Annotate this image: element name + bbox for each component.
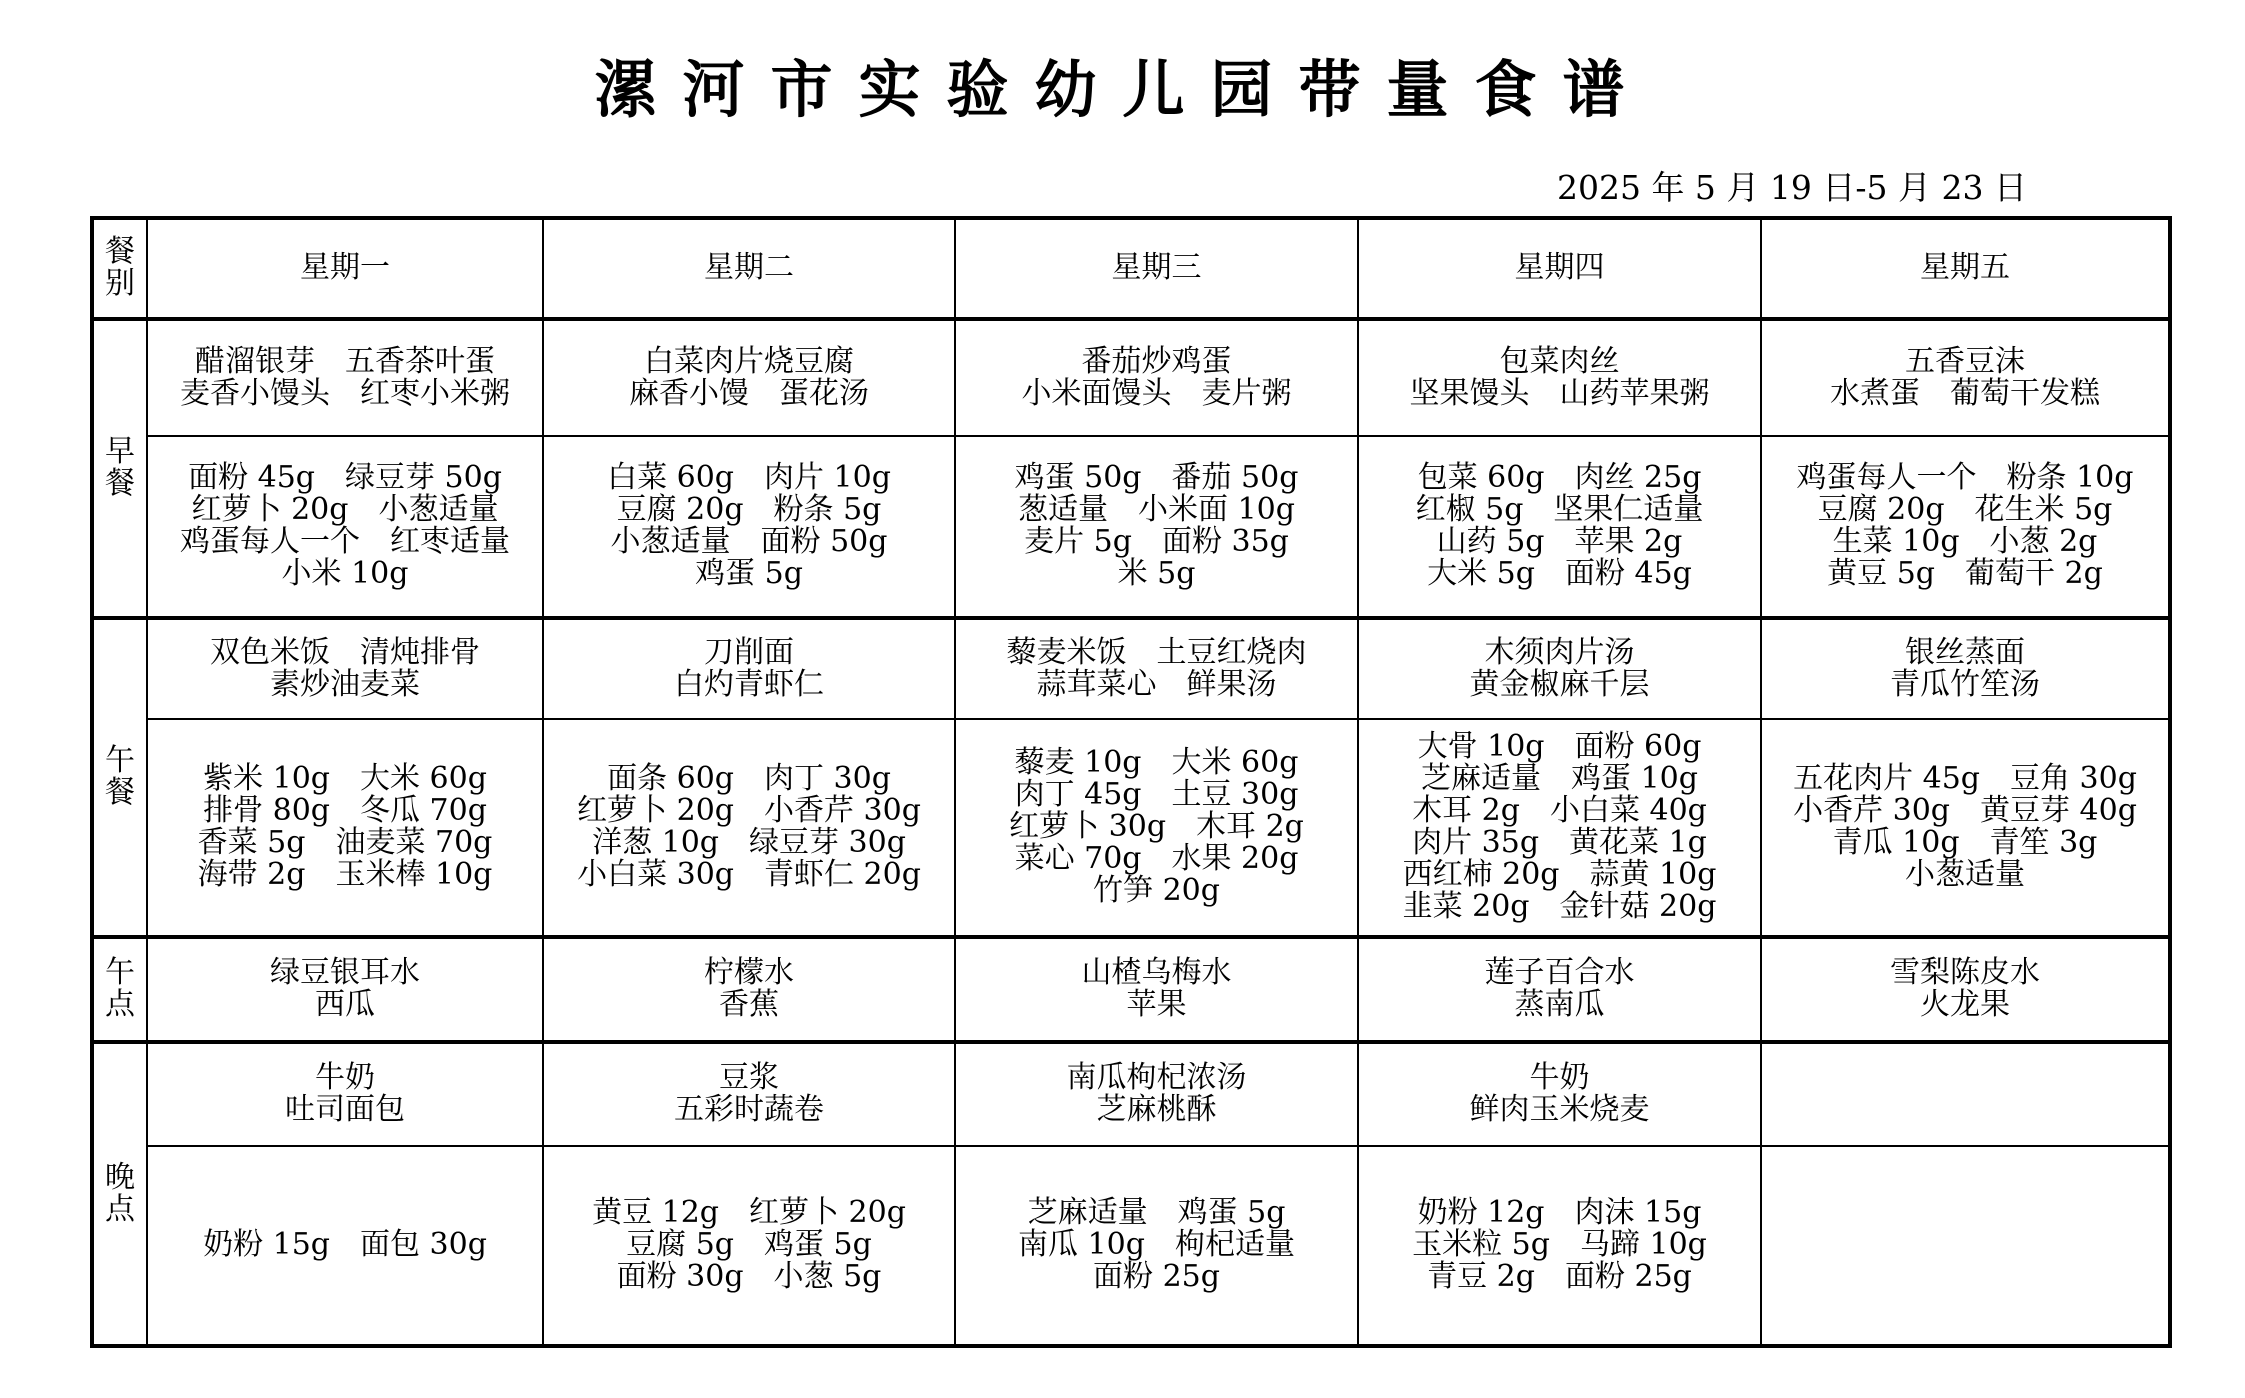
cell-line: 芝麻适量 鸡蛋 10g bbox=[1421, 761, 1698, 797]
cell-line: 西瓜 bbox=[315, 987, 375, 1023]
cell-line: 红萝卜 30g 木耳 2g bbox=[1009, 809, 1304, 845]
cell-line: 大骨 10g 面粉 60g bbox=[1417, 729, 1702, 765]
breakfast-ingredients-cell bbox=[1358, 436, 1761, 618]
cell-line: 包菜 60g 肉丝 25g bbox=[1417, 460, 1702, 496]
cell-line: 青瓜竹笙汤 bbox=[1890, 666, 2040, 702]
cell-line: 白菜肉片烧豆腐 bbox=[644, 343, 854, 379]
cell-line: 面粉 30g 小葱 5g bbox=[616, 1259, 882, 1295]
cell-line: 米 5g bbox=[1117, 556, 1196, 592]
evening-snack-ingredients-row bbox=[92, 1146, 2170, 1346]
cell-line: 黄金椒麻千层 bbox=[1469, 666, 1650, 702]
evening-snack-dishes-row bbox=[92, 1042, 2170, 1146]
cell-line: 黄豆 5g 葡萄干 2g bbox=[1827, 556, 2103, 592]
cell-line: 南瓜 10g 枸杞适量 bbox=[1018, 1227, 1295, 1263]
cell-line: 豆腐 5g 鸡蛋 5g bbox=[626, 1227, 872, 1263]
cell-line: 香蕉 bbox=[719, 987, 779, 1023]
lunch-dishes-cell bbox=[1358, 618, 1761, 719]
page-title: 漯河市实验幼儿园带量食谱 bbox=[594, 53, 1651, 126]
lunch-ingredients-cell bbox=[147, 719, 543, 938]
meal-label-char: 午 bbox=[105, 743, 135, 779]
evening-snack-ingredients-cell bbox=[147, 1146, 543, 1346]
cell-line: 豆腐 20g 粉条 5g bbox=[616, 492, 882, 528]
cell-line: 奶粉 15g 面包 30g bbox=[203, 1227, 487, 1263]
lunch-dishes-cell bbox=[543, 618, 955, 719]
cell-line: 白菜 60g 肉片 10g bbox=[607, 460, 891, 496]
cell-line: 鸡蛋每人一个 红枣适量 bbox=[180, 524, 510, 560]
cell-line: 小葱适量 bbox=[1905, 857, 2025, 893]
breakfast-ingredients-row bbox=[92, 436, 2170, 618]
day-header-mon: 星期一 bbox=[147, 218, 543, 319]
evening-snack-dishes-cell bbox=[147, 1042, 543, 1146]
lunch-dishes-cell bbox=[147, 618, 543, 719]
cell-line: 面条 60g 肉丁 30g bbox=[607, 761, 891, 797]
day-header-fri: 星期五 bbox=[1761, 218, 2170, 319]
lunch-ingredients-cell bbox=[1761, 719, 2170, 938]
cell-line: 小米 10g bbox=[281, 556, 409, 592]
evening-snack-ingredients-cell bbox=[955, 1146, 1358, 1346]
breakfast-ingredients-cell bbox=[955, 436, 1358, 618]
cell-line: 五香豆沫 bbox=[1905, 343, 2025, 379]
cell-line: 银丝蒸面 bbox=[1905, 634, 2025, 670]
cell-line: 小香芹 30g 黄豆芽 40g bbox=[1793, 793, 2137, 829]
day-header-tue: 星期二 bbox=[543, 218, 955, 319]
lunch-dishes-row bbox=[92, 618, 2170, 719]
header-row bbox=[92, 218, 2170, 319]
cell-line: 海带 2g 玉米棒 10g bbox=[197, 857, 493, 893]
cell-line: 蒜茸菜心 鲜果汤 bbox=[1036, 666, 1277, 702]
breakfast-dishes-cell bbox=[1358, 319, 1761, 436]
cell-line: 肉片 35g 黄花菜 1g bbox=[1412, 825, 1707, 861]
cell-line: 木须肉片汤 bbox=[1484, 634, 1635, 670]
meal-label-char: 点 bbox=[105, 1191, 135, 1227]
cell-line: 双色米饭 清炖排骨 bbox=[210, 634, 480, 670]
meal-label-char: 早 bbox=[105, 434, 135, 470]
cell-line: 鸡蛋 50g 番茄 50g bbox=[1014, 460, 1299, 496]
cell-line: 蒸南瓜 bbox=[1514, 987, 1605, 1023]
meal-label-lunch bbox=[92, 618, 147, 937]
breakfast-dishes-cell bbox=[543, 319, 955, 436]
lunch-ingredients-cell bbox=[543, 719, 955, 938]
evening-snack-ingredients-cell bbox=[543, 1146, 955, 1346]
cell-line: 芝麻适量 鸡蛋 5g bbox=[1027, 1195, 1286, 1231]
cell-line: 鸡蛋每人一个 粉条 10g bbox=[1796, 460, 2134, 496]
cell-line: 生菜 10g 小葱 2g bbox=[1832, 524, 2098, 560]
breakfast-ingredients-cell bbox=[1761, 436, 2170, 618]
cell-line: 吐司面包 bbox=[285, 1092, 405, 1128]
afternoon-snack-cell bbox=[147, 937, 543, 1042]
cell-line: 绿豆银耳水 bbox=[270, 955, 420, 991]
cell-line: 醋溜银芽 五香茶叶蛋 bbox=[195, 343, 495, 379]
meal-header-char: 别 bbox=[105, 266, 135, 302]
meal-label-char: 餐 bbox=[105, 775, 135, 811]
cell-line: 雪梨陈皮水 bbox=[1890, 955, 2040, 991]
cell-line: 奶粉 12g 肉沫 15g bbox=[1417, 1195, 1702, 1231]
evening-snack-dishes-cell bbox=[955, 1042, 1358, 1146]
meal-column-header bbox=[92, 218, 147, 319]
meal-label-char: 点 bbox=[105, 987, 135, 1023]
cell-line: 芝麻桃酥 bbox=[1096, 1092, 1217, 1128]
breakfast-dishes-cell bbox=[1761, 319, 2170, 436]
meal-label-char: 晚 bbox=[105, 1159, 135, 1195]
cell-line: 面粉 25g bbox=[1093, 1259, 1220, 1295]
afternoon-snack-cell bbox=[543, 937, 955, 1042]
cell-line: 藜麦 10g 大米 60g bbox=[1014, 745, 1299, 781]
cell-line: 牛奶 bbox=[1529, 1060, 1590, 1096]
cell-line: 韭菜 20g 金针菇 20g bbox=[1402, 889, 1717, 925]
lunch-ingredients-cell bbox=[955, 719, 1358, 938]
cell-line: 西红柿 20g 蒜黄 10g bbox=[1402, 857, 1717, 893]
cell-line: 香菜 5g 油麦菜 70g bbox=[197, 825, 493, 861]
cell-line: 苹果 bbox=[1126, 987, 1187, 1023]
cell-line: 青瓜 10g 青笙 3g bbox=[1832, 825, 2098, 861]
evening-snack-dishes-cell bbox=[543, 1042, 955, 1146]
cell-line: 青豆 2g 面粉 25g bbox=[1427, 1259, 1692, 1295]
evening-snack-dishes-cell bbox=[1358, 1042, 1761, 1146]
lunch-dishes-cell bbox=[955, 618, 1358, 719]
cell-line: 火龙果 bbox=[1920, 987, 2010, 1023]
cell-line: 红萝卜 20g 小香芹 30g bbox=[577, 793, 921, 829]
cell-line: 葱适量 小米面 10g bbox=[1018, 492, 1295, 528]
meal-label-char: 餐 bbox=[105, 466, 135, 502]
cell-line: 番茄炒鸡蛋 bbox=[1081, 343, 1232, 379]
meal-label-breakfast bbox=[92, 319, 147, 618]
cell-line: 鸡蛋 5g bbox=[695, 556, 803, 592]
afternoon-snack-row bbox=[92, 937, 2170, 1042]
breakfast-ingredients-cell bbox=[147, 436, 543, 618]
cell-line: 玉米粒 5g 马蹄 10g bbox=[1412, 1227, 1707, 1263]
lunch-ingredients-cell bbox=[1358, 719, 1761, 938]
cell-line: 排骨 80g 冬瓜 70g bbox=[203, 793, 487, 829]
cell-line: 黄豆 12g 红萝卜 20g bbox=[592, 1195, 906, 1231]
menu-table bbox=[90, 216, 2172, 1348]
afternoon-snack-cell bbox=[1358, 937, 1761, 1042]
cell-line: 小米面馒头 麦片粥 bbox=[1021, 375, 1292, 411]
afternoon-snack-cell bbox=[955, 937, 1358, 1042]
breakfast-dishes-cell bbox=[955, 319, 1358, 436]
evening-snack-dishes-cell bbox=[1761, 1042, 2170, 1146]
cell-line: 竹笋 20g bbox=[1093, 873, 1220, 909]
cell-line: 小葱适量 面粉 50g bbox=[610, 524, 888, 560]
cell-line: 藜麦米饭 土豆红烧肉 bbox=[1006, 634, 1307, 670]
day-header-wed: 星期三 bbox=[955, 218, 1358, 319]
cell-line: 柠檬水 bbox=[704, 955, 794, 991]
cell-line: 南瓜枸杞浓汤 bbox=[1066, 1060, 1247, 1096]
breakfast-dishes-row bbox=[92, 319, 2170, 436]
cell-line: 素炒油麦菜 bbox=[270, 666, 420, 702]
cell-line: 洋葱 10g 绿豆芽 30g bbox=[592, 825, 906, 861]
cell-line: 五彩时蔬卷 bbox=[674, 1092, 824, 1128]
evening-snack-ingredients-cell bbox=[1358, 1146, 1761, 1346]
cell-line: 红萝卜 20g 小葱适量 bbox=[191, 492, 499, 528]
cell-line: 白灼青虾仁 bbox=[674, 666, 824, 702]
cell-line: 水煮蛋 葡萄干发糕 bbox=[1830, 375, 2100, 411]
cell-line: 大米 5g 面粉 45g bbox=[1427, 556, 1692, 592]
breakfast-ingredients-cell bbox=[543, 436, 955, 618]
cell-line: 豆腐 20g 花生米 5g bbox=[1817, 492, 2113, 528]
cell-line: 鲜肉玉米烧麦 bbox=[1469, 1092, 1650, 1128]
cell-line: 坚果馒头 山药苹果粥 bbox=[1409, 375, 1710, 411]
meal-label-char: 午 bbox=[105, 955, 135, 991]
cell-line: 菜心 70g 水果 20g bbox=[1014, 841, 1299, 877]
cell-line: 麻香小馒 蛋花汤 bbox=[629, 375, 869, 411]
afternoon-snack-cell bbox=[1761, 937, 2170, 1042]
evening-snack-ingredients-cell bbox=[1761, 1146, 2170, 1346]
cell-line: 豆浆 bbox=[719, 1060, 779, 1096]
meal-label-evening-snack bbox=[92, 1042, 147, 1346]
cell-line: 红椒 5g 坚果仁适量 bbox=[1415, 492, 1704, 528]
cell-line: 莲子百合水 bbox=[1484, 955, 1635, 991]
cell-line: 五花肉片 45g 豆角 30g bbox=[1793, 761, 2137, 797]
cell-line: 山楂乌梅水 bbox=[1081, 955, 1232, 991]
lunch-dishes-cell bbox=[1761, 618, 2170, 719]
cell-line: 面粉 45g 绿豆芽 50g bbox=[188, 460, 502, 496]
cell-line: 木耳 2g 小白菜 40g bbox=[1412, 793, 1707, 829]
cell-line: 包菜肉丝 bbox=[1499, 343, 1620, 379]
meal-label-afternoon-snack bbox=[92, 937, 147, 1042]
cell-line: 山药 5g 苹果 2g bbox=[1436, 524, 1683, 560]
cell-line: 麦香小馒头 红枣小米粥 bbox=[180, 375, 510, 411]
lunch-ingredients-row bbox=[92, 719, 2170, 938]
breakfast-dishes-cell bbox=[147, 319, 543, 436]
cell-line: 麦片 5g 面粉 35g bbox=[1024, 524, 1289, 560]
cell-line: 紫米 10g 大米 60g bbox=[203, 761, 487, 797]
meal-header-char: 餐 bbox=[105, 234, 135, 270]
cell-line: 刀削面 bbox=[704, 634, 794, 670]
cell-line: 牛奶 bbox=[315, 1060, 375, 1096]
cell-line: 小白菜 30g 青虾仁 20g bbox=[577, 857, 921, 893]
cell-line: 肉丁 45g 土豆 30g bbox=[1014, 777, 1299, 813]
day-header-thu: 星期四 bbox=[1358, 218, 1761, 319]
date-range: 2025 年 5 月 19 日-5 月 23 日 bbox=[1556, 168, 2027, 207]
